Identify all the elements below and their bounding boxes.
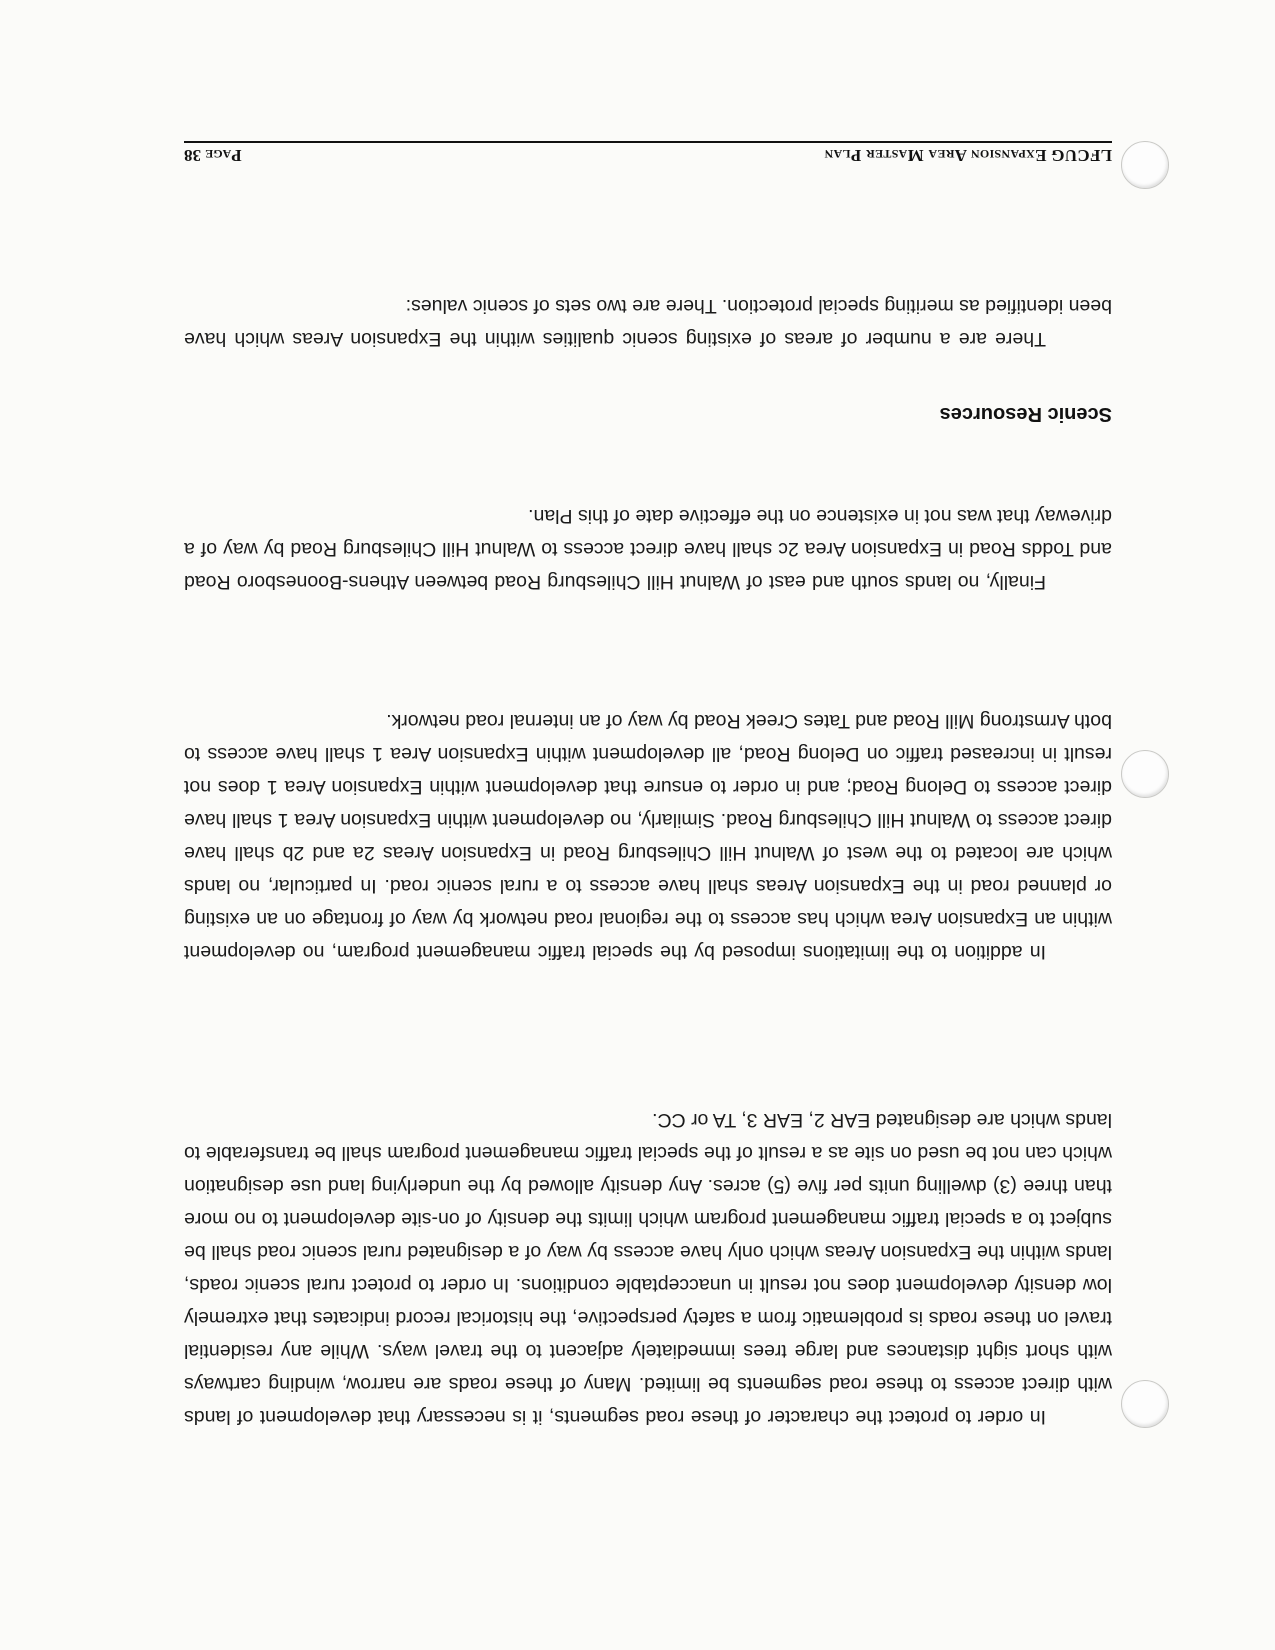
hole-punch-middle bbox=[1121, 750, 1169, 798]
paragraph-access-limitations: In addition to the limitations imposed by the special traffic management program, no development within an Expansion Area which has access to the regional road network by way of frontage on an existing or planned road in the Expansion Areas shall have access to a rural scenic road. In particular, no lands which are located to the west of Walnut Hill Chilesburg Road in Expansion Areas 2a and 2b shall have direct access to Walnut Hill Chilesburg Road. Similarly, no development within Expansion Area 1 shall have direct access to Delong Road; and in order to ensure that development within Expansion Area 1 does not result in increased traffic on Delong Road, all development within Expansion Area 1 shall have access to both Armstrong Mill Road and Tates Creek Road by way of an internal road network. bbox=[184, 710, 1112, 963]
hole-punch-top bbox=[1121, 1380, 1169, 1428]
paragraph-driveway-access: Finally, no lands south and east of Walnut Hill Chilesburg Road between Athens-Boonesboro Road and Todds Road in Expansion Area 2c shall have direct access to Walnut Hill Chilesburg Road by way of a driveway that was not in existence on the effective date of this Plan. bbox=[184, 505, 1112, 593]
paragraph-road-character: In order to protect the character of these road segments, it is necessary that development of lands with direct access to these road segments be limited. Many of these roads are narrow, winding cartways with short sight distances and large trees immediately adjacent to the travel ways. While any residential travel on these roads is problematic from a safety perspective, the historical record indicates that extremely low density development does not result in unacceptable conditions. In order to protect rural scenic roads, lands within the Expansion Areas which only have access by way of a designated rural scenic road shall be subject to a special traffic management program which limits the density of on-site development to no more than three (3) dwelling units per five (5) acres. Any density allowed by the underlying land use designation which can not be used on site as a result of the special traffic management program shall be transferable to lands which are designated EAR 2, EAR 3, TA or CC. bbox=[184, 1109, 1112, 1428]
section-heading-scenic-resources: Scenic Resources bbox=[939, 403, 1112, 425]
paragraph-scenic-values-intro: There are a number of areas of existing scenic qualities within the Expansion Areas which have been identified as meriting special protection. There are two sets of scenic values: bbox=[184, 295, 1112, 350]
page-number: Page 38 bbox=[184, 146, 242, 165]
page-header bbox=[184, 141, 1112, 165]
document-title: LFCUG Expansion Area Master Plan bbox=[824, 146, 1112, 165]
hole-punch-bottom bbox=[1121, 141, 1169, 189]
